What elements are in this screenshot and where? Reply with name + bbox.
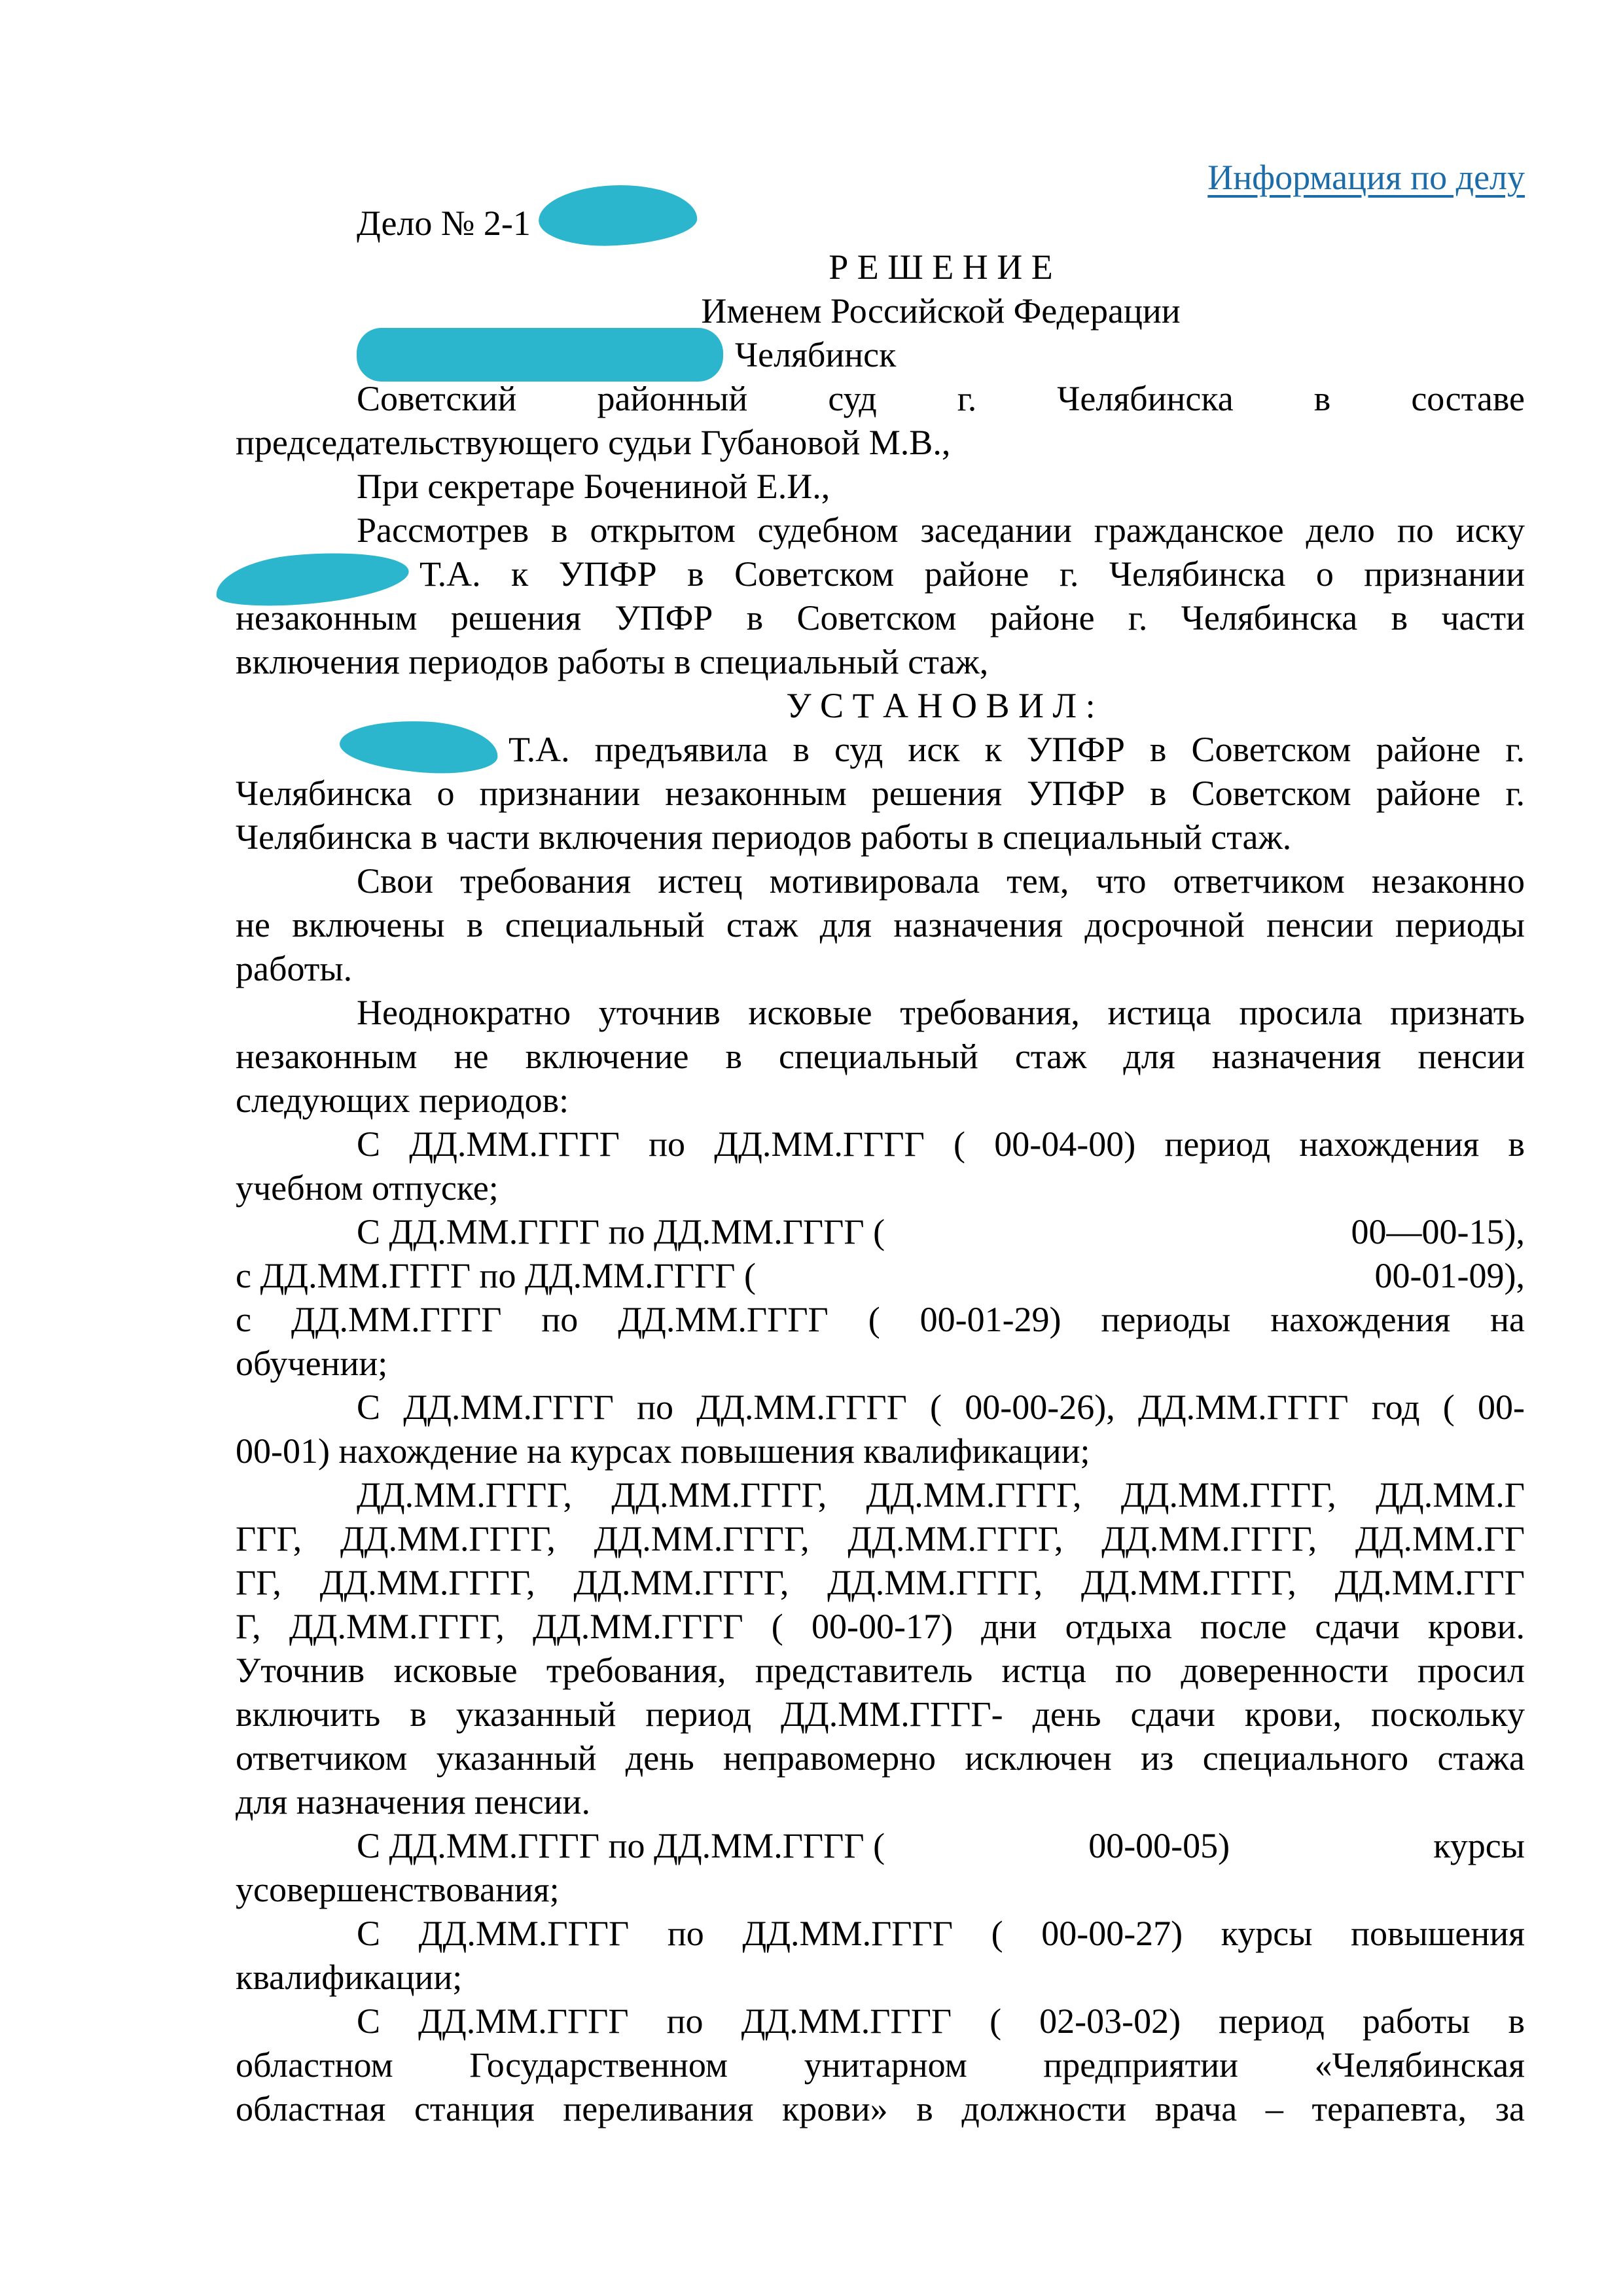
doc-line: [236, 1342, 1525, 1386]
doc-text: При секретаре Бочениной Е.И.,: [357, 467, 830, 506]
doc-line: [236, 596, 1525, 640]
case-info-link-wrap: [1207, 156, 1525, 200]
doc-text: Г, ДД.ММ.ГГГГ, ДД.ММ.ГГГГ ( 00-00-17) дни отдыха после сдачи крови.: [236, 1607, 1525, 1646]
doc-line: [236, 202, 1525, 245]
doc-text: С ДД.ММ.ГГГГ по ДД.ММ.ГГГГ (: [357, 1212, 885, 1251]
doc-line: [236, 991, 1525, 1035]
doc-line: [236, 640, 1525, 684]
doc-text: 00-01-09),: [1374, 1256, 1525, 1295]
doc-line: [236, 1210, 1525, 1254]
doc-line: [236, 1780, 1525, 1824]
doc-text: Именем Российской Федерации: [701, 291, 1181, 331]
doc-text: обучении;: [236, 1344, 388, 1383]
doc-text: Челябинска о признании незаконным решения УПФР в Советском районе г.: [236, 774, 1525, 813]
doc-line: [236, 1736, 1525, 1780]
doc-text: включить в указанный период ДД.ММ.ГГГГ- день сдачи крови, поскольку: [236, 1695, 1525, 1734]
doc-line: [236, 1693, 1525, 1736]
doc-line: [236, 1649, 1525, 1693]
doc-line: [236, 1605, 1525, 1649]
doc-text: Дело № 2-1: [357, 204, 531, 243]
doc-line: [236, 1166, 1525, 1210]
doc-text: включения периодов работы в специальный стаж,: [236, 642, 989, 681]
case-info-link[interactable]: Информация по делу: [1207, 158, 1525, 197]
doc-text: С ДД.ММ.ГГГГ по ДД.ММ.ГГГГ ( 00-04-00) период нахождения в: [357, 1124, 1525, 1164]
doc-line: [236, 333, 1525, 377]
doc-text: областная станция переливания крови» в должности врача – терапевта, за: [236, 2089, 1525, 2128]
doc-line: [236, 377, 1525, 421]
doc-text: ГГГ, ДД.ММ.ГГГГ, ДД.ММ.ГГГГ, ДД.ММ.ГГГГ, ДД.ММ.ГГГГ, ДД.ММ.ГГ: [236, 1519, 1525, 1558]
doc-line: [236, 1912, 1525, 1956]
doc-text: Уточнив исковые требования, представитель истца по доверенности просил: [236, 1651, 1525, 1690]
doc-line: [236, 1473, 1525, 1517]
doc-text: С ДД.ММ.ГГГГ по ДД.ММ.ГГГГ (: [357, 1826, 885, 1865]
doc-line: [236, 1035, 1525, 1079]
doc-text: У С Т А Н О В И Л :: [786, 686, 1096, 725]
doc-line: [236, 2043, 1525, 2087]
doc-text: для назначения пенсии.: [236, 1782, 590, 1821]
doc-text: следующих периодов:: [236, 1081, 569, 1120]
doc-text: незаконным не включение в специальный стаж для назначения пенсии: [236, 1037, 1525, 1076]
doc-text: 00-01) нахождение на курсах повышения квалификации;: [236, 1431, 1090, 1471]
redaction-blob: [357, 328, 723, 382]
doc-line: [236, 728, 1525, 772]
doc-line: [236, 1868, 1525, 1912]
doc-text: работы.: [236, 949, 353, 988]
doc-line: [236, 289, 1525, 333]
doc-text: усовершенствования;: [236, 1870, 560, 1909]
doc-text: квалификации;: [236, 1958, 463, 1997]
doc-line: [236, 2087, 1525, 2131]
doc-text: не включены в специальный стаж для назначения досрочной пенсии периоды: [236, 905, 1525, 944]
doc-text: с ДД.ММ.ГГГГ по ДД.ММ.ГГГГ ( 00-01-29) периоды нахождения на: [236, 1300, 1525, 1339]
doc-line: [236, 1079, 1525, 1122]
doc-line: [236, 772, 1525, 816]
doc-line: [236, 1429, 1525, 1473]
doc-text: курсы: [1433, 1826, 1525, 1865]
doc-line: [236, 1298, 1525, 1342]
doc-line: [236, 816, 1525, 859]
doc-line: [236, 1956, 1525, 2000]
doc-text: ГГ, ДД.ММ.ГГГГ, ДД.ММ.ГГГГ, ДД.ММ.ГГГГ, ДД.ММ.ГГГГ, ДД.ММ.ГГГ: [236, 1563, 1525, 1602]
doc-line: [236, 1254, 1525, 1298]
doc-text: учебном отпуске;: [236, 1168, 499, 1208]
doc-text: областном Государственном унитарном предприятии «Челябинская: [236, 2045, 1525, 2085]
doc-text: Рассмотрев в открытом судебном заседании гражданское дело по иску: [357, 511, 1525, 550]
doc-text: 00—00-15),: [1351, 1212, 1525, 1251]
doc-text: ДД.ММ.ГГГГ, ДД.ММ.ГГГГ, ДД.ММ.ГГГГ, ДД.ММ.ГГГГ, ДД.ММ.Г: [357, 1475, 1525, 1515]
doc-text: Т.А. предъявила в суд иск к УПФР в Советском районе г.: [508, 730, 1525, 769]
doc-line: [236, 903, 1525, 947]
doc-line: [236, 2000, 1525, 2043]
doc-line: [236, 509, 1525, 552]
doc-text: ответчиком указанный день неправомерно исключен из специального стажа: [236, 1738, 1525, 1778]
doc-text: С ДД.ММ.ГГГГ по ДД.ММ.ГГГГ ( 00-00-27) курсы повышения: [357, 1914, 1525, 1953]
redaction-blob: [537, 183, 698, 248]
doc-text: Неоднократно уточнив исковые требования, истица просила признать: [357, 993, 1525, 1032]
doc-text: Челябинск: [735, 335, 897, 374]
doc-text: С ДД.ММ.ГГГГ по ДД.ММ.ГГГГ ( 02-03-02) период работы в: [357, 2001, 1525, 2041]
doc-line: [236, 1561, 1525, 1605]
doc-text: 00-00-05): [1088, 1826, 1230, 1865]
doc-line: [236, 245, 1525, 289]
doc-line: [236, 859, 1525, 903]
doc-text: Т.А. к УПФР в Советском районе г. Челябинска о признании: [419, 554, 1525, 594]
doc-line: [236, 465, 1525, 509]
doc-line: [236, 552, 1525, 596]
doc-line: [236, 1824, 1525, 1868]
doc-line: [236, 421, 1525, 465]
doc-line: [236, 947, 1525, 991]
doc-line: [236, 1517, 1525, 1561]
document-body: [236, 202, 1525, 2131]
doc-text: Советский районный суд г. Челябинска в составе: [357, 379, 1525, 418]
doc-text: Свои требования истец мотивировала тем, что ответчиком незаконно: [357, 861, 1525, 901]
doc-text: председательствующего судьи Губановой М.В.,: [236, 423, 951, 462]
doc-line: [236, 1122, 1525, 1166]
doc-text: Р Е Ш Е Н И Е: [829, 247, 1053, 287]
doc-text: Челябинска в части включения периодов работы в специальный стаж.: [236, 817, 1292, 857]
doc-line: [236, 1386, 1525, 1429]
doc-text: незаконным решения УПФР в Советском районе г. Челябинска в части: [236, 598, 1525, 637]
doc-text: с ДД.ММ.ГГГГ по ДД.ММ.ГГГГ (: [236, 1256, 756, 1295]
doc-text: С ДД.ММ.ГГГГ по ДД.ММ.ГГГГ ( 00-00-26), ДД.ММ.ГГГГ год ( 00-: [357, 1388, 1525, 1427]
